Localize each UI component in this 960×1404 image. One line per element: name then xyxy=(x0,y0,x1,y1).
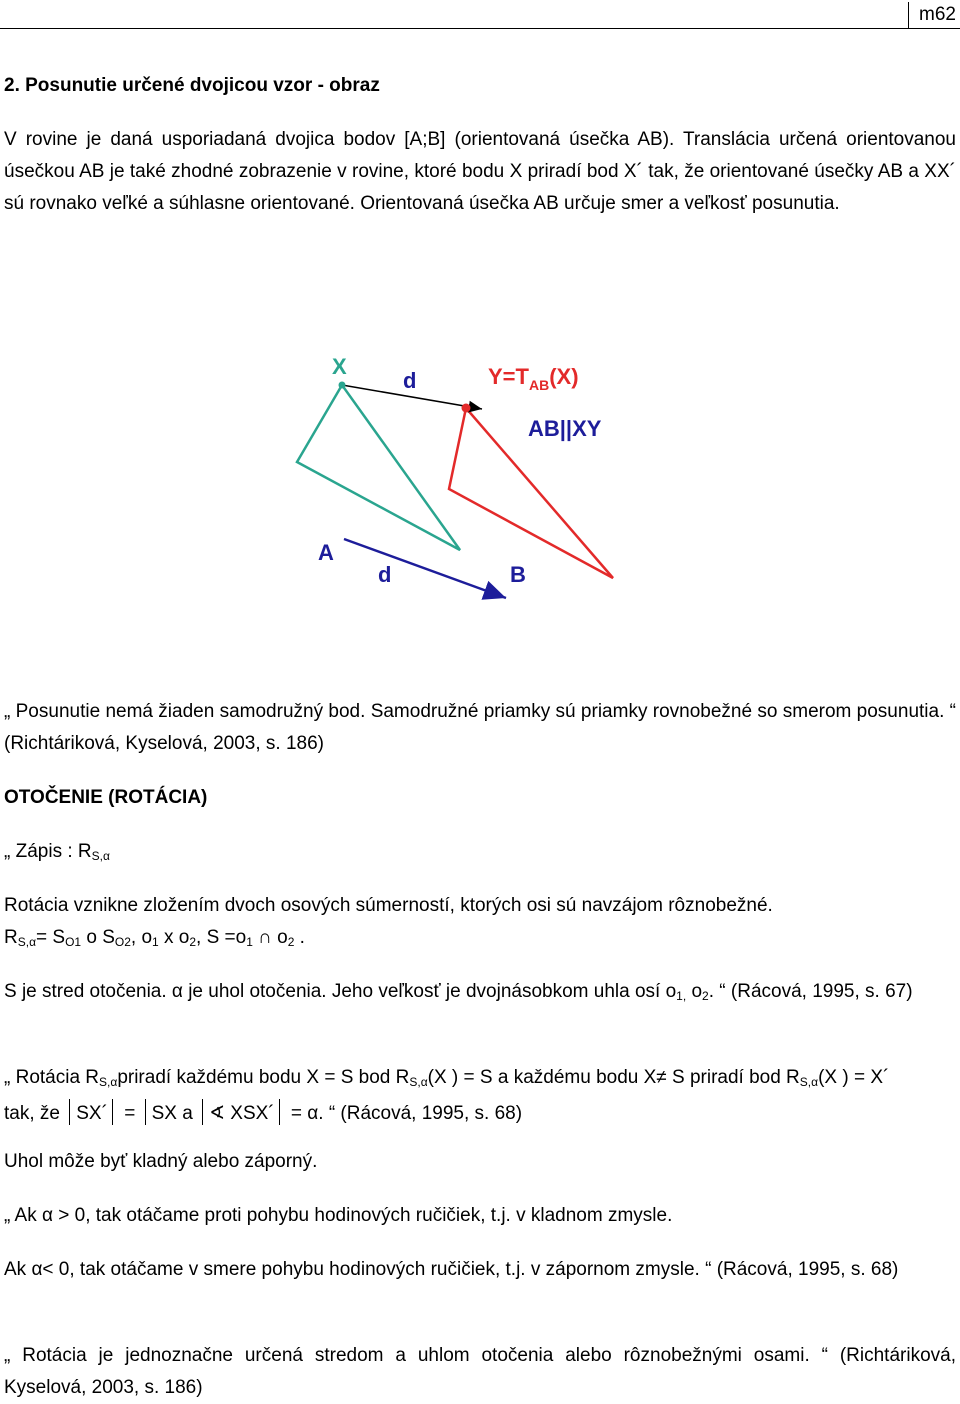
paragraph-positive-angle: „ Ak α > 0, tak otáčame proti pohybu hodinových ručičiek, t.j. v kladnom zmysle. xyxy=(4,1205,673,1226)
label-x: X xyxy=(332,354,347,379)
point-y xyxy=(462,404,471,413)
quote-rotation-determined: „ Rotácia je jednoznačne určená stredom a uhlom otočenia alebo rôznobežnými osami. “ (Richtáriková, Kyselová, 2003, s. 186) xyxy=(4,1345,956,1398)
paragraph-angle-sign: Uhol môže byť kladný alebo záporný. xyxy=(4,1151,318,1172)
label-y: $Y=T_{AB}(X)$ xyxy=(488,364,579,393)
label-a: A xyxy=(318,540,334,565)
section-heading: 2. Posunutie určené dvojicou vzor - obraz xyxy=(4,75,380,96)
notation-line: „ Zápis : $R_{S,\alpha}$ xyxy=(4,841,110,863)
label-d-bottom: d xyxy=(378,562,392,587)
original-triangle xyxy=(297,385,460,550)
label-parallel: AB||XY xyxy=(528,416,602,441)
formula-rotation: $R_{S,\alpha}= S_{O1}$ o $S_{O2}$, $o_1$ x $o_2$, $S =o_1$ ∩ $o_2$ . xyxy=(4,927,305,949)
abs-bar xyxy=(145,1099,146,1125)
paragraph-rotation-composition: Rotácia vznikne zložením dvoch osových súmerností, ktorých osi sú navzájom rôznobežné. xyxy=(4,895,773,916)
page-number: m62 xyxy=(908,2,956,28)
abs-bar xyxy=(202,1099,203,1125)
translation-figure xyxy=(280,350,620,610)
translation-vector-ab xyxy=(344,539,506,598)
quote-rotation-mapping: „ Rotácia $R_{S,\alpha}priradí$ každému bodu X = S bod $R_{S,\alpha}(X$ ) = S a každému bodu X≠ S priradí bod $R_{S,\alpha}(X$ ) = X´ tak, že SX´ = SX a ∢ XSX´ = α. “ (Rácová, 1995, s. 68) xyxy=(4,1067,890,1124)
paragraph-center-angle: S je stred otočenia. α je uhol otočenia. Jeho veľkosť je dvojnásobkom uhla osí $o_{1,}$ $o_2$. “ (Rácová, 1995, s. 67) xyxy=(4,981,913,1003)
paragraph-negative-angle: Ak α< 0, tak otáčame v smere pohybu hodinových ručičiek, t.j. v zápornom zmysle. “ (Rácová, 1995, s. 68) xyxy=(4,1259,899,1280)
quote-no-fixed-point: „ Posunutie nemá žiaden samodružný bod. Samodružné priamky sú priamky rovnobežné so smerom posunutia. “ (Richtáriková, Kyselová, 2003, s. 186) xyxy=(4,701,956,754)
heading-rotation: OTOČENIE (ROTÁCIA) xyxy=(4,787,208,808)
label-b: B xyxy=(510,562,526,587)
abs-bar xyxy=(279,1099,280,1125)
point-x xyxy=(339,382,346,389)
abs-bar xyxy=(112,1099,113,1125)
paragraph-translation-definition: V rovine je daná usporiadaná dvojica bodov [A;B] (orientovaná úsečka AB). Translácia určená orientovanou úsečkou AB je také zhodné zobrazenie v rovine, ktoré bodu X priradí bod X´ tak, že orientované úsečky AB a XX´ sú rovnako veľké a súhlasne orientované. Orientovaná úsečka AB určuje smer a veľkosť posunutia. xyxy=(4,129,956,214)
label-d-top: d xyxy=(403,368,417,393)
header-rule xyxy=(0,28,960,29)
abs-bar xyxy=(69,1099,70,1125)
